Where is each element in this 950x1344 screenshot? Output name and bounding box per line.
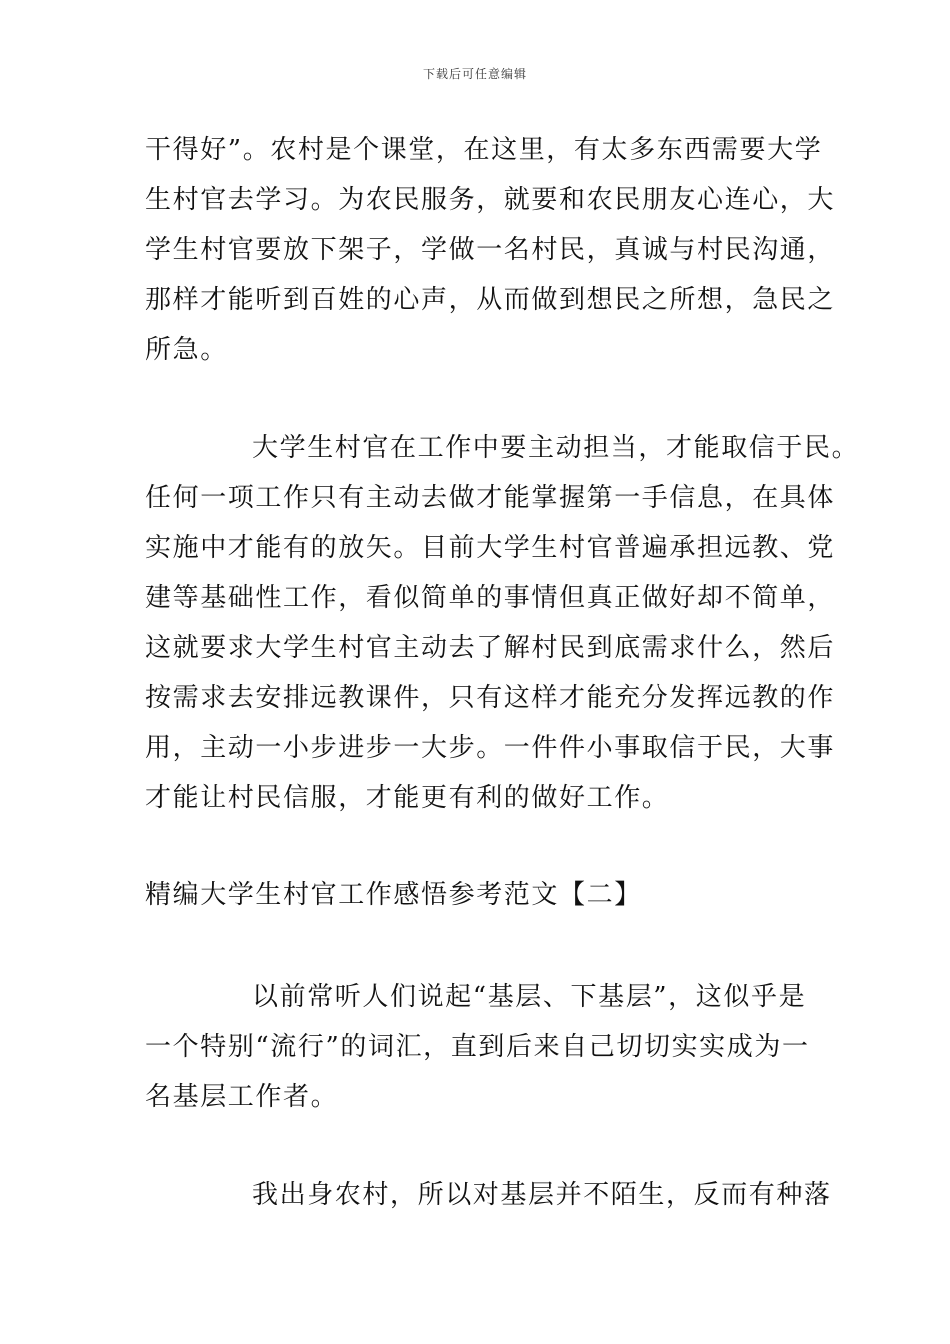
text-line: 那样才能听到百姓的心声，从而做到想民之所想，急民之 [145, 285, 836, 315]
text-line: 用，主动一小步进步一大步。一件件小事取信于民，大事 [145, 733, 836, 763]
text-line: 一个特别“流行”的词汇，直到后来自己切切实实成为一 [145, 1032, 810, 1062]
text-line: 生村官去学习。为农民服务，就要和农民朋友心连心，大 [145, 185, 836, 215]
section-heading: 精编大学生村官工作感悟参考范文【二】 [145, 880, 642, 910]
text-line: 任何一项工作只有主动去做才能掌握第一手信息，在具体 [145, 483, 836, 513]
text-line: 才能让村民信服，才能更有利的做好工作。 [145, 783, 670, 813]
text-line: 学生村官要放下架子，学做一名村民，真诚与村民沟通， [145, 235, 836, 265]
text-line: 干得好”。农村是个课堂，在这里，有太多东西需要大学 [145, 135, 823, 165]
text-line: 所急。 [145, 335, 228, 365]
page-header: 下载后可任意编辑 [422, 67, 527, 81]
text-line: 大学生村官在工作中要主动担当，才能取信于民。 [252, 433, 860, 463]
text-line: 以前常听人们说起“基层、下基层”，这似乎是 [252, 982, 807, 1012]
text-line: 按需求去安排远教课件，只有这样才能充分发挥远教的作 [145, 683, 836, 713]
text-line: 我出身农村，所以对基层并不陌生，反而有种落 [252, 1180, 832, 1210]
text-line: 名基层工作者。 [145, 1082, 339, 1112]
text-line: 这就要求大学生村官主动去了解村民到底需求什么，然后 [145, 633, 836, 663]
text-line: 实施中才能有的放矢。目前大学生村官普遍承担远教、党 [145, 533, 836, 563]
text-line: 建等基础性工作，看似简单的事情但真正做好却不简单， [145, 583, 836, 613]
